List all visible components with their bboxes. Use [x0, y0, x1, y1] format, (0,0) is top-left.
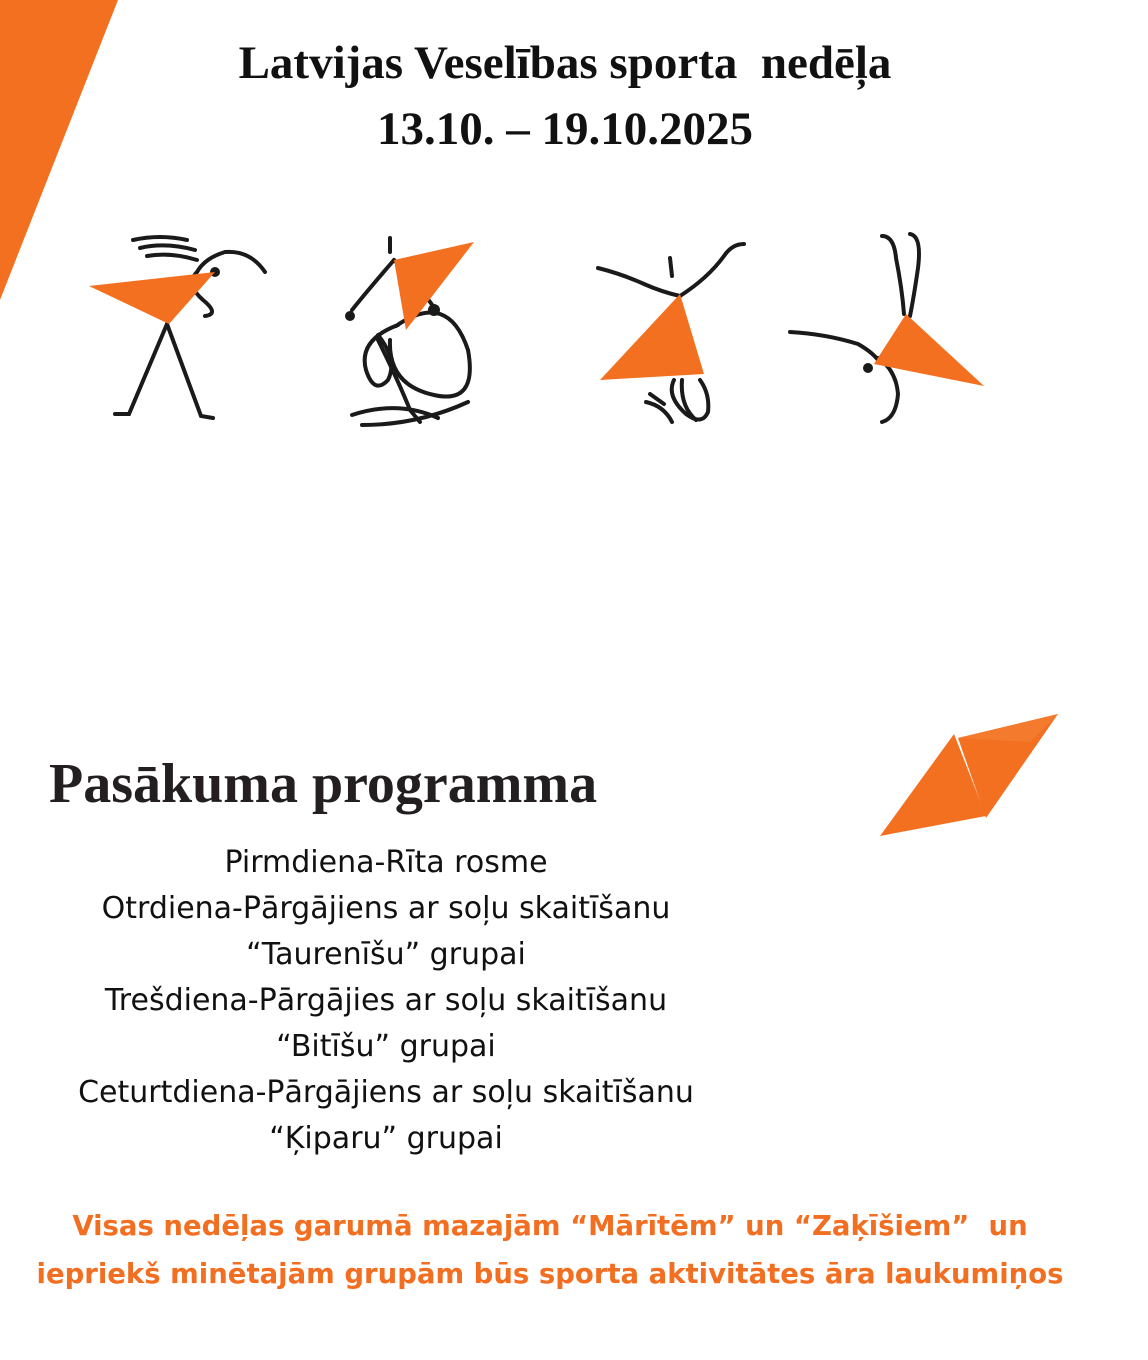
- page-title: Latvijas Veselības sporta nedēļa: [238, 37, 892, 89]
- program-line-wednesday: Trešdiena-Pārgājies ar soļu skaitīšanu: [104, 983, 668, 1018]
- footer-note: [0, 1202, 1100, 1298]
- orange-arrow-logo: [880, 712, 1060, 838]
- footer-note-line1: Visas nedēļas garumā mazajām “Mārītēm” un “Zaķīšiem” un: [72, 1210, 1028, 1242]
- program-heading: Pasākuma programma: [49, 753, 598, 815]
- event-dates: 13.10. – 19.10.2025: [377, 103, 753, 155]
- figure-spinning-icon: [338, 230, 483, 435]
- program-line-thursday-group: “Ķiparu” grupai: [269, 1121, 503, 1156]
- figure-stretching-icon: [85, 228, 275, 428]
- program-line-tuesday: Otrdiena-Pārgājiens ar soļu skaitīšanu: [101, 891, 671, 926]
- program-list: [0, 840, 772, 1162]
- figure-cartwheel-icon: [786, 228, 986, 428]
- figure-jumping-icon: [592, 234, 757, 429]
- program-line-monday: Pirmdiena-Rīta rosme: [224, 845, 548, 880]
- footer-note-line2: iepriekš minētajām grupām būs sporta aktivitātes āra laukumiņos: [36, 1258, 1064, 1290]
- program-line-thursday: Ceturtdiena-Pārgājiens ar soļu skaitīšanu: [78, 1075, 694, 1110]
- program-line-tuesday-group: “Taurenīšu” grupai: [246, 937, 526, 972]
- program-line-wednesday-group: “Bitīšu” grupai: [276, 1029, 496, 1064]
